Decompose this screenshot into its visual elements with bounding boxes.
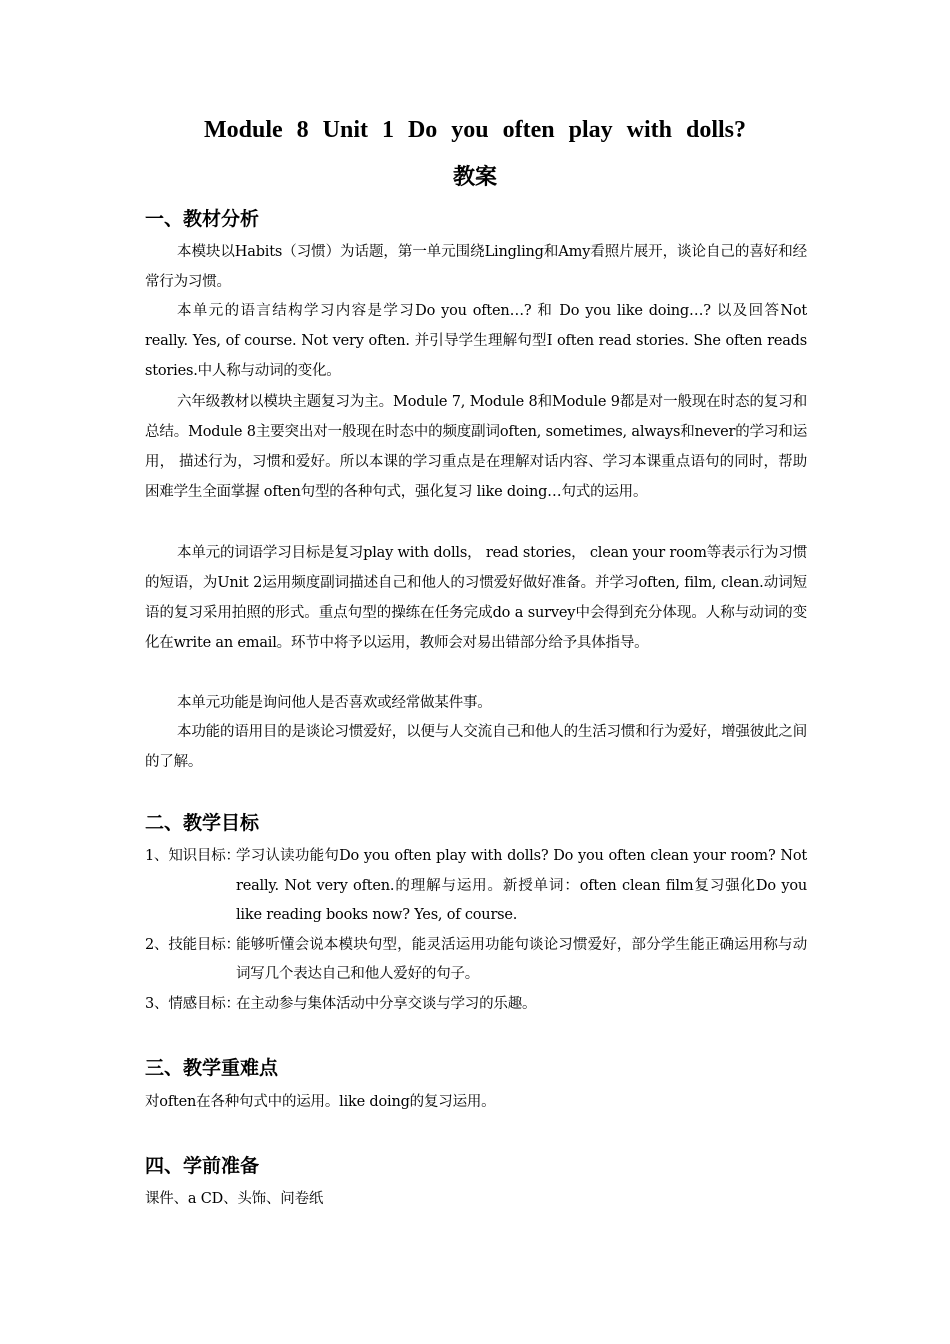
goal-label: 2、技能目标： [145, 936, 240, 953]
paragraph: 本单元的词语学习目标是复习play with dolls， read stories， clean your room等表示行为习惯的短语，为Unit 2运用频度副词描述自己和他人的习惯爱好做好准备。并学习often, film, clean.动词短语的复习采用拍照的形式。重点句型的操练在任务完成do a survey中会得到充分体现。人称与动词的变化在write an email。环节中将予以运用，教师会对易出错部分给予具体指导。 [145, 545, 807, 651]
goal-text: 学习认读功能句Do you often play with dolls? Do you often clean your room? Not really. Not very often.的理解与运用。新授单词：often clean film复习强化Do you like reading books now? Yes, of course. [236, 848, 807, 923]
goal-label: 3、情感目标： [145, 995, 240, 1012]
section-heading-preparation: 四、学前准备 [145, 1155, 260, 1177]
goal-list [145, 842, 807, 1019]
paragraph: 本模块以Habits（习惯）为话题，第一单元围绕Lingling和Amy看照片展开，谈论自己的喜好和经常行为习惯。 [145, 244, 807, 290]
paragraph: 本功能的语用目的是谈论习惯爱好，以便与人交流自己和他人的生活习惯和行为爱好，增强彼此之间的了解。 [145, 724, 807, 770]
paragraph: 本单元功能是询问他人是否喜欢或经常做某件事。 [177, 695, 492, 711]
paragraph: 六年级教材以模块主题复习为主。Module 7, Module 8和Module 9都是对一般现在时态的复习和总结。Module 8主要突出对一般现在时态中的频度副词often, sometimes, always和never的学习和运用， 描述行为，习惯和爱好。所以本课的学习重点是在理解对话内容、学习本课重点语句的同时，帮助困难学生全面掌握 often句型的各种句式，强化复习 like doing…句式的运用。 [145, 394, 807, 500]
goal-text: 能够听懂会说本模块句型，能灵活运用功能句谈论习惯爱好，部分学生能正确运用称与动词写几个表达自己和他人爱好的句子。 [236, 936, 807, 982]
paragraph: 课件、a CD、头饰、问卷纸 [145, 1191, 324, 1207]
document-title: Module 8 Unit 1 Do you often play with dolls? [203, 117, 747, 143]
section-heading-key-points: 三、教学重难点 [145, 1057, 279, 1079]
goal-text: 在主动参与集体活动中分享交谈与学习的乐趣。 [236, 995, 537, 1012]
paragraph: 对often在各种句式中的运用。like doing的复习运用。 [145, 1094, 496, 1110]
goal-item-skill [145, 931, 807, 990]
goal-item-knowledge [145, 842, 807, 931]
goal-label: 1、知识目标： [145, 848, 240, 864]
document-subtitle: 教案 [452, 165, 497, 190]
paragraph: 本单元的语言结构学习内容是学习Do you often…? 和 Do you like doing…? 以及回答Not really. Yes, of course. Not very often. 并引导学生理解句型I often read stories. She often reads stories.中人称与动词的变化。 [145, 303, 807, 379]
section-heading-teaching-goals: 二、教学目标 [145, 812, 260, 834]
section-heading-textbook-analysis: 一、教材分析 [145, 208, 260, 230]
goal-item-emotion [145, 990, 807, 1020]
